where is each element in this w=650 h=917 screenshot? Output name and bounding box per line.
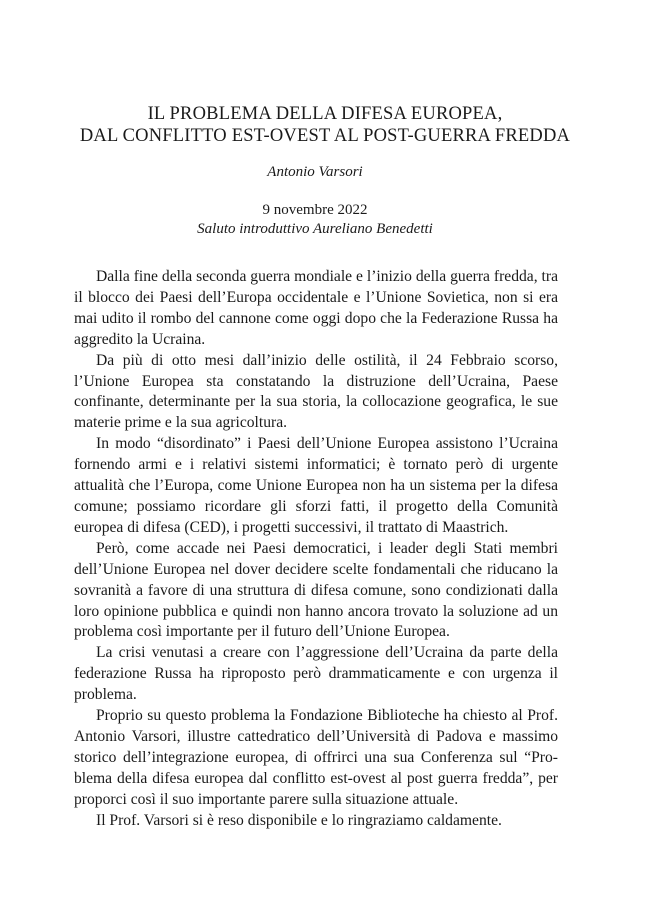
paragraph: La crisi venutasi a creare con l’aggressione dell’Ucraina da parte della federazione Russa ha riproposto però drammaticamente e con urgenza il problema. <box>74 644 558 704</box>
paragraph: Da più di otto mesi dall’inizio delle ostilità, il 24 Febbraio scorso, l’Unione Europea sta constatando la distruzione dell’Ucraina, Paese confinante, determinante per la sua storia, la collocazione geografica, le sue materie prime e la sua agricoltura. <box>74 351 558 432</box>
paragraph: Dalla fine della seconda guerra mondiale e l’inizio della guerra fredda, tra il blocco dei Paesi dell’Europa occidentale e l’Unione Sovietica, non si era mai udito il rombo del cannone come oggi dopo che la Federazione Russa ha aggredito la Ucraina. <box>74 268 558 348</box>
paragraph: Però, come accade nei Paesi democratici, i leader degli Stati membri dell’Unione Europea nel dover decidere scelte fondamentali che riducano la sovranità a favore di una struttura di difesa comune, sono condizionati dalla loro opinione pubblica e quindi non hanno ancora trovato la soluzione ad un problema così importante per il futuro dell’Unione Europea. <box>74 539 558 641</box>
author: Antonio Varsori <box>267 164 363 180</box>
paragraph: Proprio su questo problema la Fondazione Biblioteche ha chiesto al Prof. Antonio Varsori, illustre cattedratico dell’Università di Padova e massimo storico dell’integrazione europea, di offrirci una sua Conferenza sul “Problema della difesa europea dal conflitto est-ovest al post guerra fredda”, per proporci così il suo importante parere sulla situazione attuale. <box>74 707 558 808</box>
paragraph: In modo “disordinato” i Paesi dell’Unione Europea assistono l’Ucraina fornendo armi e i relativi sistemi informatici; è tornato però di urgente attualità che l’Europa, come Unione Europea non ha un sistema per la difesa comune; possiamo ricordare gli sforzi fatti, il progetto della Comunità europea di difesa (CED), i progetti successivi, il trattato di Maastrich. <box>74 435 558 536</box>
title-line-2: DAL CONFLITTO EST-OVEST AL POST-GUERRA FREDDA <box>79 126 571 146</box>
paragraph: Il Prof. Varsori si è reso disponibile e lo ringraziamo caldamente. <box>96 811 502 829</box>
title-line-1: IL PROBLEMA DELLA DIFESA EUROPEA, <box>147 104 503 124</box>
subtitle: Saluto introduttivo Aureliano Benedetti <box>197 221 433 237</box>
body-text <box>74 267 558 831</box>
date: 9 novembre 2022 <box>262 202 368 218</box>
